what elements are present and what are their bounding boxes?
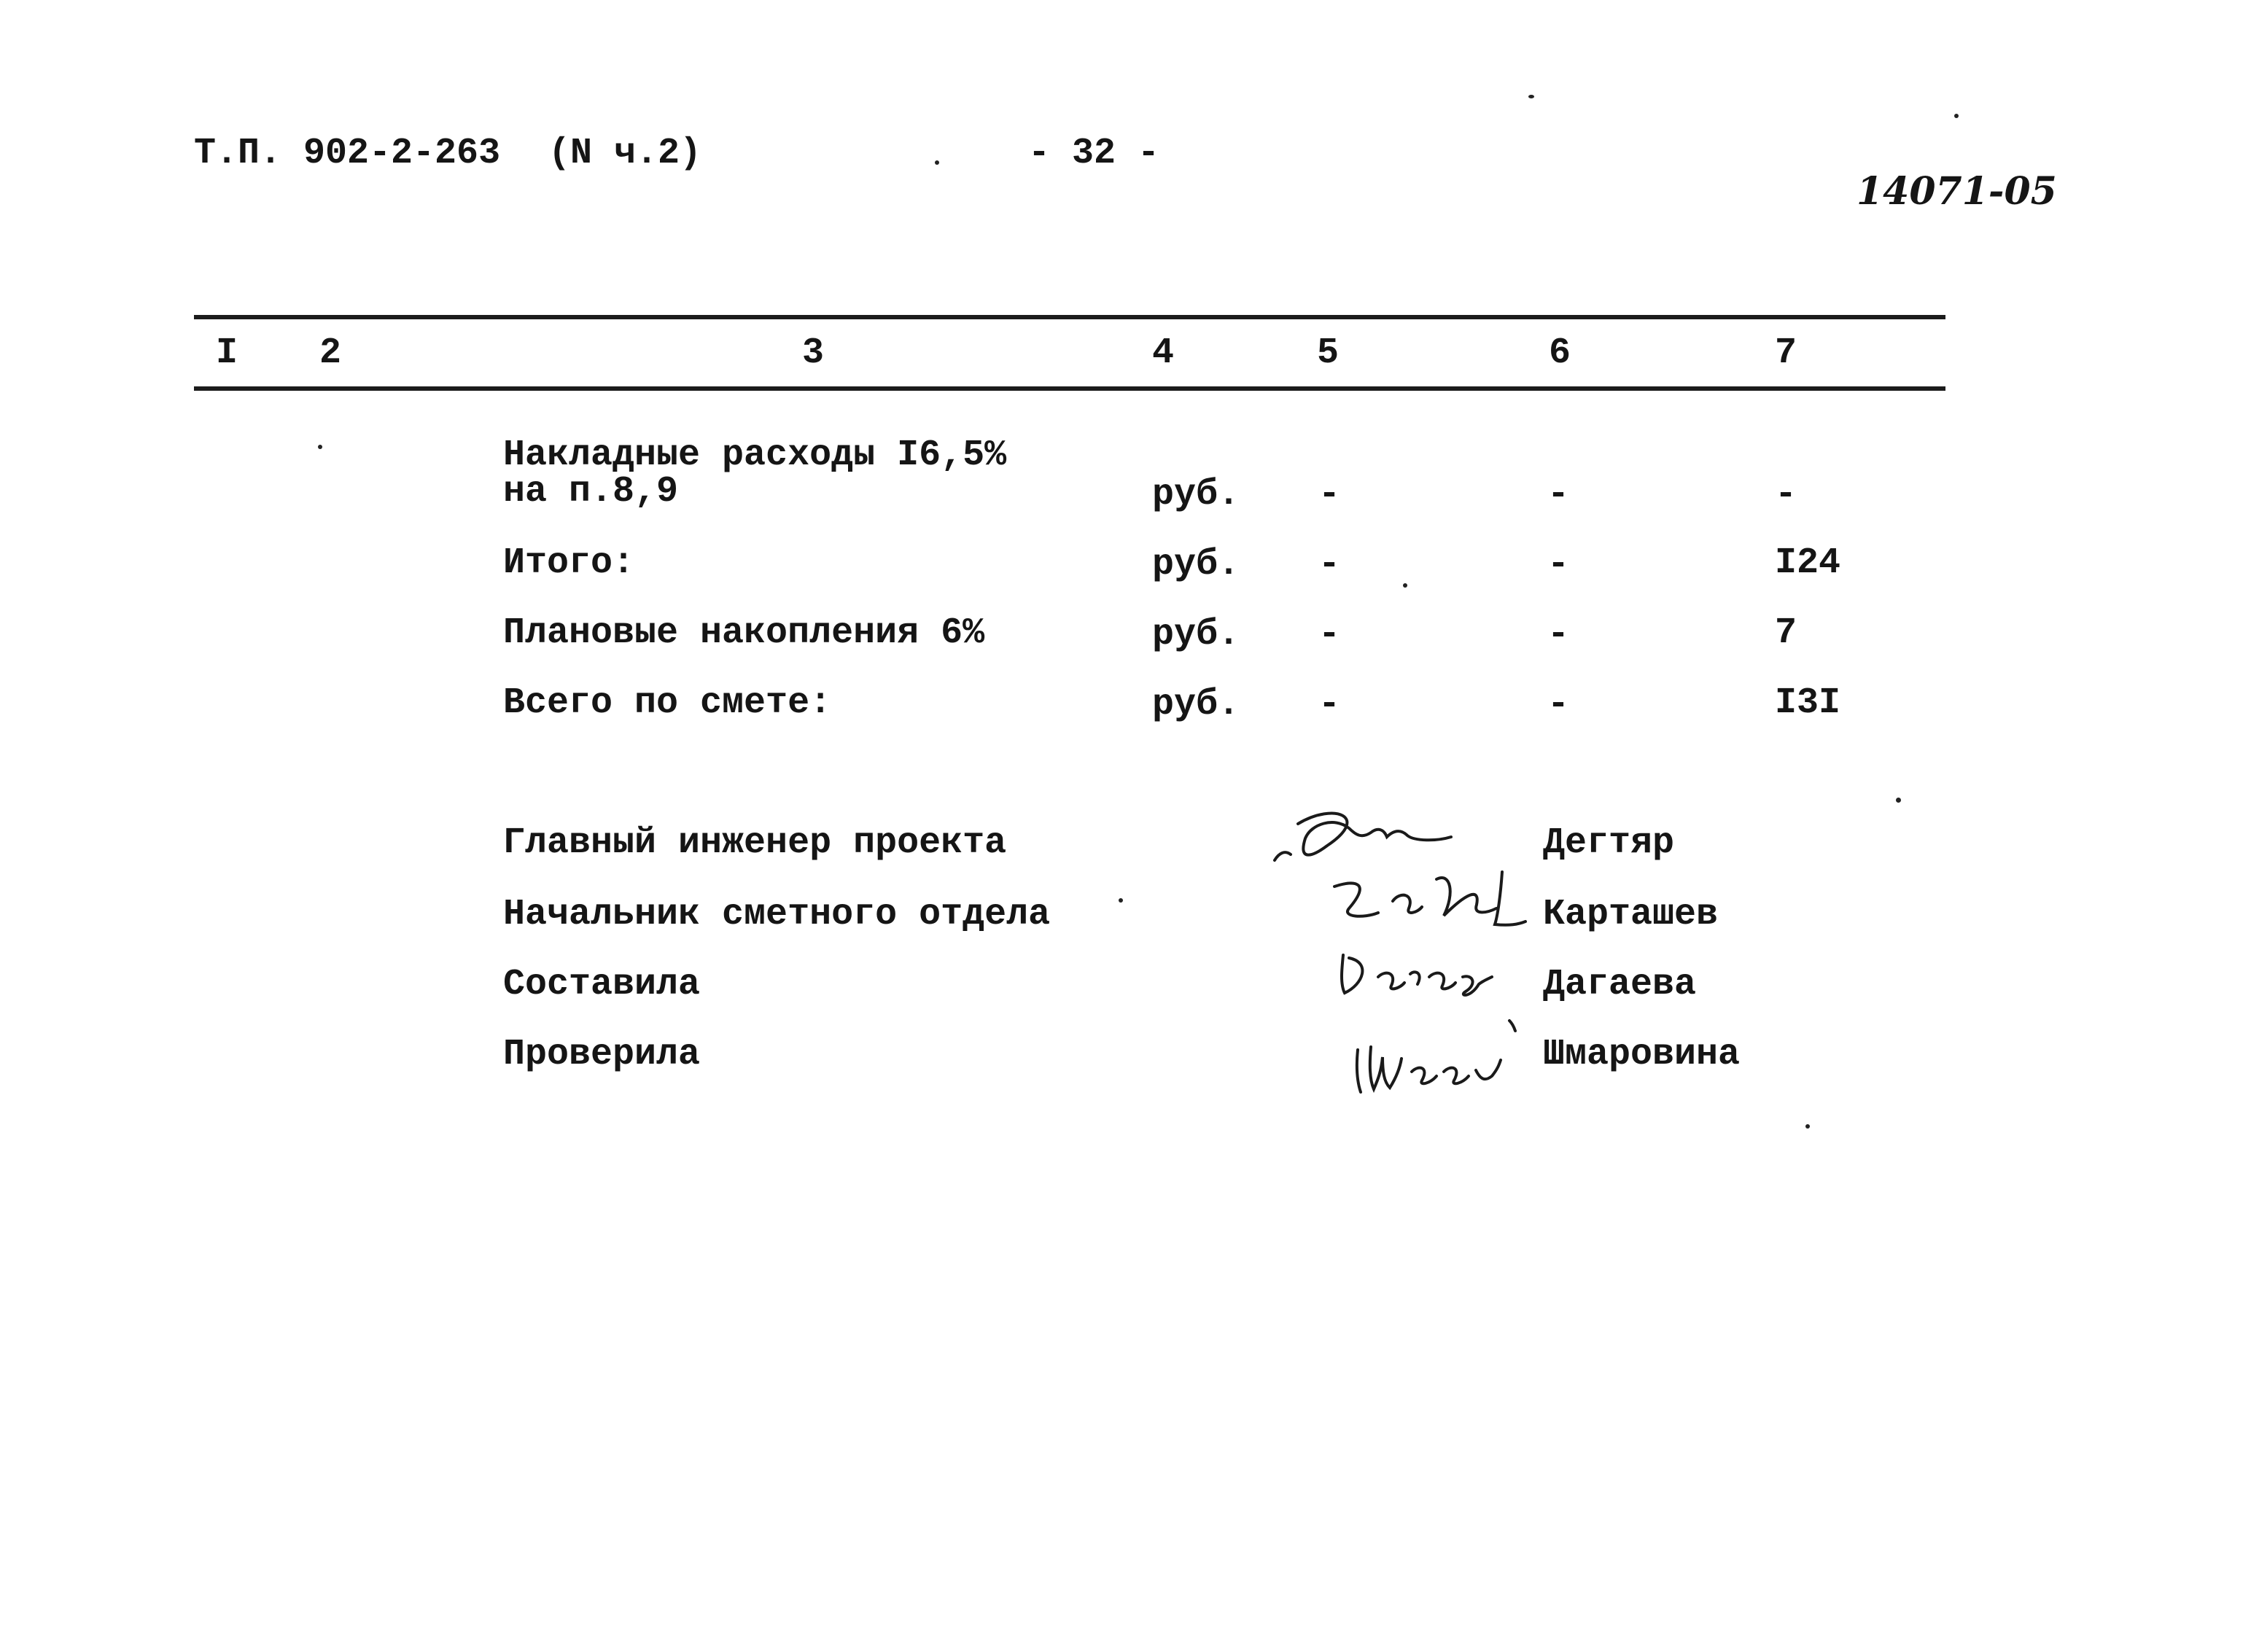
scan-speck [1528,95,1534,98]
signatory-name: Дагаева [1543,964,1697,1005]
row-col5: - [1318,614,1341,655]
row-text: Всего по смете: [503,682,832,724]
signatory-title: Составила [503,964,701,1005]
column-header-7: 7 [1775,332,1797,374]
inventory-stamp: 14071-05 [1857,169,2057,214]
row-col6: - [1547,544,1570,585]
column-header-6: 6 [1549,332,1571,374]
row-text-line2: на п.8,9 [503,471,679,513]
scan-speck [1119,898,1123,903]
column-header-5: 5 [1317,332,1340,374]
row-col6: - [1547,614,1570,655]
scan-speck [318,445,322,449]
table-header-bottom-rule [194,386,1945,391]
signatory-name: Шмаровина [1543,1034,1741,1075]
signatory-name: Карташев [1543,894,1719,935]
row-col7: 7 [1775,612,1797,654]
row-unit: руб. [1152,544,1240,585]
scan-speck [1403,583,1407,588]
row-col5: - [1318,474,1341,515]
row-col7: I3I [1775,682,1841,724]
table-top-rule [194,315,1945,319]
row-col6: - [1547,684,1570,725]
scan-speck [1805,1124,1810,1129]
column-header-3: 3 [802,332,825,374]
row-col7: - [1775,474,1797,515]
signatory-title: Главный инженер проекта [503,822,1007,864]
row-text: Плановые накопления 6% [503,612,985,654]
row-unit: руб. [1152,474,1240,515]
signatory-title: Начальник сметного отдела [503,894,1051,935]
signatory-name: Дегтяр [1543,822,1675,864]
row-col5: - [1318,684,1341,725]
row-text: Итого: [503,542,635,584]
row-col7: I24 [1775,542,1841,584]
signature-mark-3 [1334,940,1495,1006]
scan-speck [1954,114,1959,118]
row-unit: руб. [1152,614,1240,655]
row-col5: - [1318,544,1341,585]
signature-mark-4 [1349,1006,1524,1101]
signature-mark-2 [1327,865,1531,938]
document-code: Т.П. 902-2-263 [194,133,501,174]
row-unit: руб. [1152,684,1240,725]
column-header-2: 2 [319,332,342,374]
page-number: - 32 - [1028,133,1160,174]
scan-speck [935,160,939,165]
document-part: (N ч.2) [548,133,702,174]
row-col6: - [1547,474,1570,515]
column-header-4: 4 [1152,332,1175,374]
signatory-title: Проверила [503,1034,701,1075]
scan-speck [1896,798,1901,803]
signature-mark-1 [1269,795,1458,875]
row-text-line1: Накладные расходы I6,5% [503,435,1007,476]
column-header-1: I [216,332,238,374]
